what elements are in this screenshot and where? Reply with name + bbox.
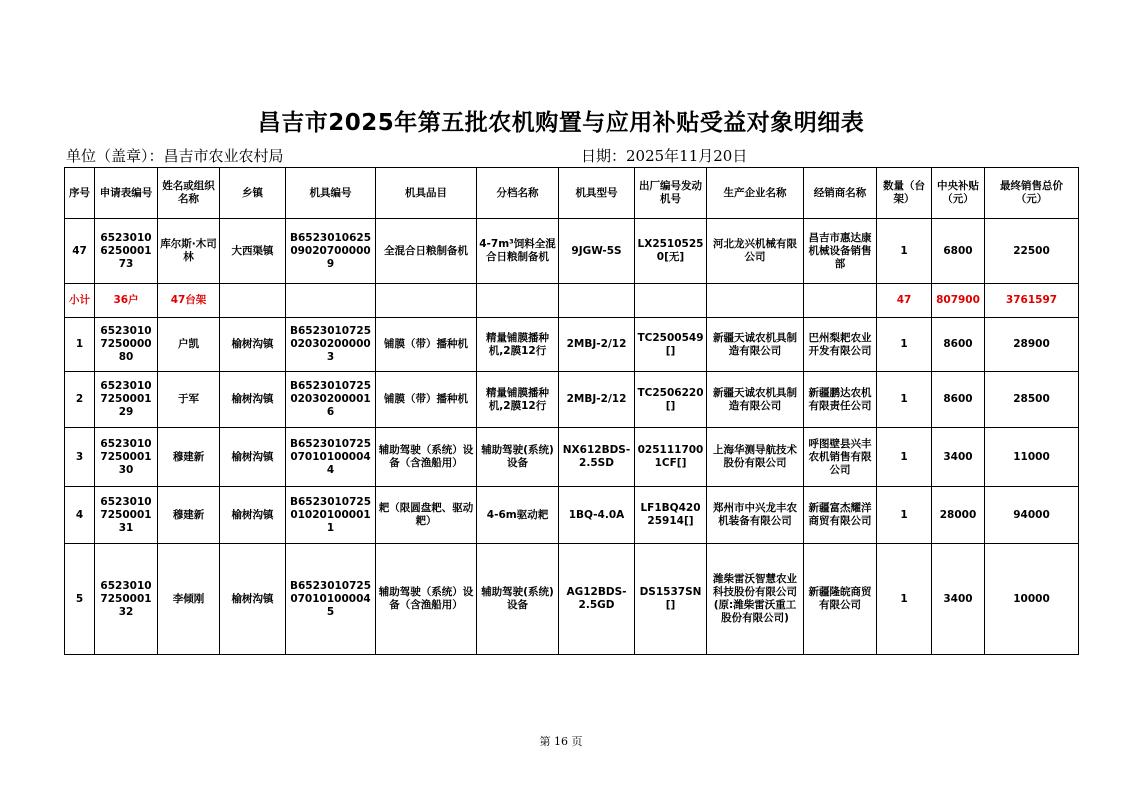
table-cell: 新疆天诚农机具制造有限公司 — [707, 372, 804, 428]
table-cell: LF1BQ42025914[] — [635, 487, 707, 544]
table-cell: 6800 — [932, 219, 985, 284]
table-row — [65, 544, 1079, 655]
table-cell: 10000 — [985, 544, 1079, 655]
table-cell: 5 — [65, 544, 95, 655]
column-header: 生产企业名称 — [707, 168, 804, 219]
table-cell: 新疆隆皖商贸有限公司 — [804, 544, 877, 655]
subtotal-row — [65, 284, 1079, 318]
column-header: 数量（台架） — [877, 168, 932, 219]
table-cell: 11000 — [985, 428, 1079, 487]
table-cell — [635, 284, 707, 318]
column-header: 出厂编号发动机号 — [635, 168, 707, 219]
column-header: 申请表编号 — [95, 168, 158, 219]
table-cell: 大西渠镇 — [220, 219, 286, 284]
table-cell: 榆树沟镇 — [220, 544, 286, 655]
table-cell: 1 — [65, 318, 95, 372]
table-cell: 呼图壁县兴丰农机销售有限公司 — [804, 428, 877, 487]
subsidy-table — [64, 167, 1079, 655]
table-cell: 6523010725000131 — [95, 487, 158, 544]
table-cell: 穆建新 — [158, 487, 220, 544]
table-cell: AG12BDS-2.5GD — [559, 544, 635, 655]
table-cell — [804, 284, 877, 318]
table-cell: 辅助驾驶(系统)设备 — [477, 544, 559, 655]
table-cell: 22500 — [985, 219, 1079, 284]
subtotal-label: 小计 — [65, 284, 95, 318]
table-cell: B6523010725020302000003 — [286, 318, 376, 372]
column-header: 机具品目 — [376, 168, 477, 219]
subtotal-quantity: 47 — [877, 284, 932, 318]
table-cell: 耙（限圆盘耙、驱动耙） — [376, 487, 477, 544]
table-cell: 全混合日粮制备机 — [376, 219, 477, 284]
table-cell: B6523010725070101000044 — [286, 428, 376, 487]
table-cell: 4 — [65, 487, 95, 544]
table-cell: 28000 — [932, 487, 985, 544]
table-row — [65, 219, 1079, 284]
table-cell: 28500 — [985, 372, 1079, 428]
subtotal-households: 36户 — [95, 284, 158, 318]
table-cell — [286, 284, 376, 318]
table-cell: NX612BDS-2.5SD — [559, 428, 635, 487]
table-cell: 新疆富杰耀洋商贸有限公司 — [804, 487, 877, 544]
page-number: 第 16 页 — [539, 735, 583, 748]
table-cell — [376, 284, 477, 318]
table-cell: 辅助驾驶(系统)设备 — [477, 428, 559, 487]
table-cell: 库尔斯·木司林 — [158, 219, 220, 284]
table-cell: 94000 — [985, 487, 1079, 544]
column-header: 分档名称 — [477, 168, 559, 219]
table-cell: 郑州市中兴龙丰农机装备有限公司 — [707, 487, 804, 544]
column-header: 乡镇 — [220, 168, 286, 219]
table-cell: 6523010725000130 — [95, 428, 158, 487]
table-cell: B6523010725020302000016 — [286, 372, 376, 428]
table-cell: B6523010625090207000009 — [286, 219, 376, 284]
table-cell: 穆建新 — [158, 428, 220, 487]
table-cell: 榆树沟镇 — [220, 487, 286, 544]
table-cell — [559, 284, 635, 318]
table-cell: 李倾刚 — [158, 544, 220, 655]
table-cell: 2MBJ-2/12 — [559, 318, 635, 372]
table-cell: 2MBJ-2/12 — [559, 372, 635, 428]
table-cell — [707, 284, 804, 318]
table-cell: 4-7m³饲料全混合日粮制备机 — [477, 219, 559, 284]
table-cell: 1 — [877, 372, 932, 428]
table-cell: 户凯 — [158, 318, 220, 372]
table-cell: 辅助驾驶（系统）设备（含渔船用） — [376, 544, 477, 655]
table-cell: 6523010725000129 — [95, 372, 158, 428]
table-cell — [220, 284, 286, 318]
column-header: 机具编号 — [286, 168, 376, 219]
table-cell: LX25105250[无] — [635, 219, 707, 284]
header-row — [65, 168, 1079, 219]
table-cell: 1 — [877, 428, 932, 487]
table-cell: TC2500549[] — [635, 318, 707, 372]
table-cell: 1 — [877, 487, 932, 544]
column-header: 最终销售总价（元） — [985, 168, 1079, 219]
table-cell: B6523010725070101000045 — [286, 544, 376, 655]
column-header: 经销商名称 — [804, 168, 877, 219]
table-cell: 新疆天诚农机具制造有限公司 — [707, 318, 804, 372]
table-cell: 辅助驾驶（系统）设备（含渔船用） — [376, 428, 477, 487]
table-cell: 1 — [877, 544, 932, 655]
table-cell: 6523010625000173 — [95, 219, 158, 284]
table-cell: 精量铺膜播种机,2膜12行 — [477, 318, 559, 372]
table-cell: 6523010725000132 — [95, 544, 158, 655]
table-cell: 3400 — [932, 428, 985, 487]
table-cell: 精量铺膜播种机,2膜12行 — [477, 372, 559, 428]
table-cell: 新疆鹏达农机有限责任公司 — [804, 372, 877, 428]
table-cell: 榆树沟镇 — [220, 318, 286, 372]
column-header: 中央补贴（元） — [932, 168, 985, 219]
table-cell: 28900 — [985, 318, 1079, 372]
table-cell: 8600 — [932, 372, 985, 428]
subtotal-total: 3761597 — [985, 284, 1079, 318]
table-cell: 3400 — [932, 544, 985, 655]
subtotal-machines: 47台架 — [158, 284, 220, 318]
table-cell: 9JGW-5S — [559, 219, 635, 284]
table-cell: 榆树沟镇 — [220, 372, 286, 428]
table-row — [65, 428, 1079, 487]
table-cell: 0251117001CF[] — [635, 428, 707, 487]
column-header: 机具型号 — [559, 168, 635, 219]
table-cell: 巴州梨耙农业开发有限公司 — [804, 318, 877, 372]
subtotal-subsidy: 807900 — [932, 284, 985, 318]
table-cell: DS1537SN[] — [635, 544, 707, 655]
table-cell: 4-6m驱动耙 — [477, 487, 559, 544]
table-cell: 3 — [65, 428, 95, 487]
table-cell: 1BQ-4.0A — [559, 487, 635, 544]
table-cell: 上海华测导航技术股份有限公司 — [707, 428, 804, 487]
table-cell: 潍柴雷沃智慧农业科技股份有限公司(原:潍柴雷沃重工股份有限公司) — [707, 544, 804, 655]
table-cell: 榆树沟镇 — [220, 428, 286, 487]
column-header: 序号 — [65, 168, 95, 219]
table-cell: 8600 — [932, 318, 985, 372]
table-cell: B6523010725010201000011 — [286, 487, 376, 544]
table-row — [65, 487, 1079, 544]
table-cell: 47 — [65, 219, 95, 284]
table-cell: 铺膜（带）播种机 — [376, 318, 477, 372]
table-cell — [477, 284, 559, 318]
table-row — [65, 318, 1079, 372]
page-title: 昌吉市2025年第五批农机购置与应用补贴受益对象明细表 — [257, 110, 865, 136]
unit-label: 单位（盖章）：昌吉市农业农村局 — [66, 147, 284, 165]
column-header: 姓名或组织名称 — [158, 168, 220, 219]
table-row — [65, 372, 1079, 428]
table-cell: 1 — [877, 318, 932, 372]
table-cell: 2 — [65, 372, 95, 428]
table-cell: 于军 — [158, 372, 220, 428]
table-cell: 河北龙兴机械有限公司 — [707, 219, 804, 284]
table-cell: 铺膜（带）播种机 — [376, 372, 477, 428]
date-label: 日期：2025年11月20日 — [581, 147, 748, 165]
table-cell: 1 — [877, 219, 932, 284]
table-cell: 昌吉市惠达康机械设备销售部 — [804, 219, 877, 284]
table-cell: TC2506220[] — [635, 372, 707, 428]
table-cell: 6523010725000080 — [95, 318, 158, 372]
